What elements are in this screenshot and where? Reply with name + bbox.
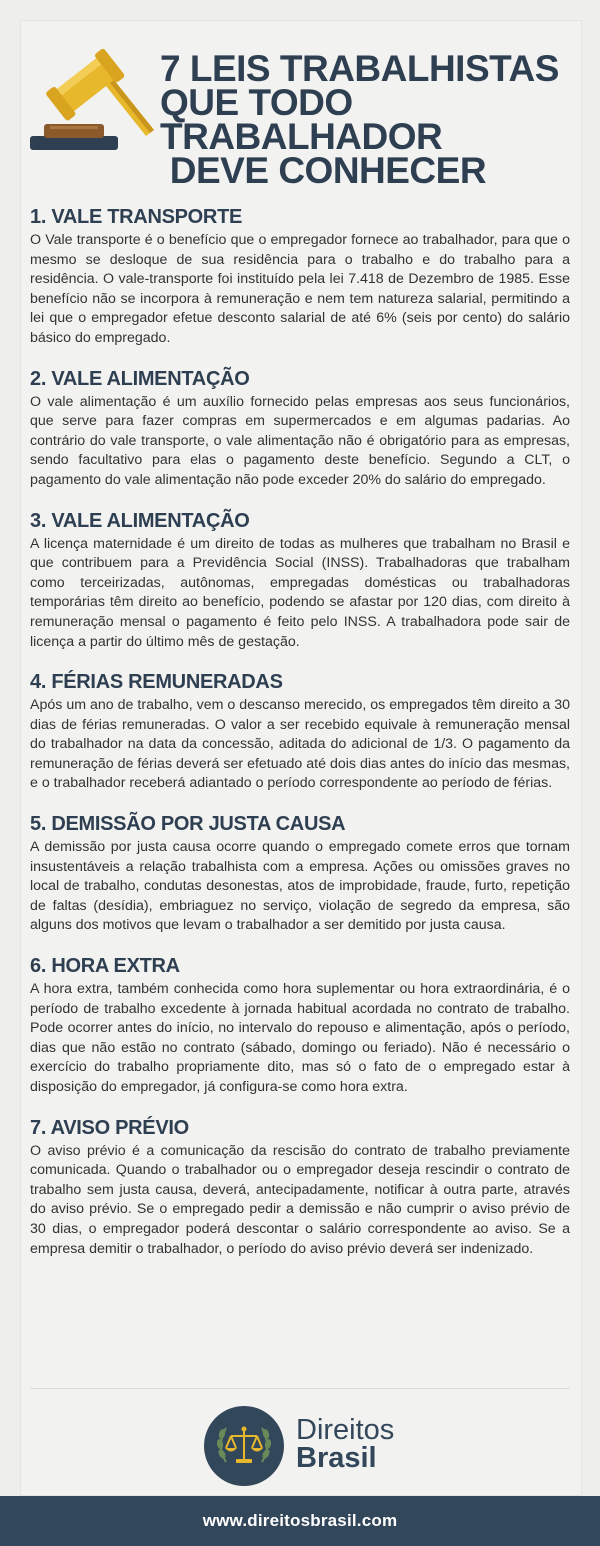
section-body: A demissão por justa causa ocorre quando o empregado comete erros que tornam insustentáveis a relação trabalhista com a empresa. Ações ou omissões graves no local de trabalho, condutas desonestas, atos de improbidade, fraude, furto, repetição de faltas (desídia), embriaguez no serviço, violação de segredo da empresa, são alguns dos motivos que levam o trabalhador a ser demitido por justa causa. — [30, 839, 570, 934]
title-line-2: QUE TODO TRABALHADOR — [160, 82, 443, 157]
gavel-icon — [26, 40, 166, 160]
footer-bar — [0, 1496, 600, 1546]
section-heading: 4. FÉRIAS REMUNERADAS — [30, 671, 283, 694]
header — [0, 0, 600, 190]
brand-logo[interactable] — [204, 1402, 404, 1490]
section-aviso-previo — [30, 1116, 570, 1260]
law-sections — [30, 205, 570, 1277]
title-line-3: DEVE CONHECER — [160, 150, 487, 191]
footer-url-link[interactable]: www.direitosbrasil.com — [202, 1511, 398, 1530]
section-body: A licença maternidade é um direito de todas as mulheres que trabalham no Brasil e que contribuem para a Previdência Social (INSS). Trabalhadoras que trabalham como terceirizadas, autônomas, empregadas domésticas ou trabalhadoras temporárias têm direito ao benefício, podendo se afastar por 120 dias, com direito à remuneração mensal o pagamento é feito pelo INSS. A trabalhadora pode sair de licença a partir do último mês de gestação. — [30, 535, 570, 650]
section-vale-alimentacao — [30, 367, 570, 491]
section-ferias-remuneradas — [30, 670, 570, 794]
title-line-1: 7 LEIS TRABALHISTAS — [160, 48, 559, 89]
section-heading: 2. VALE ALIMENTAÇÃO — [30, 367, 250, 390]
scales-of-justice-icon — [204, 1406, 284, 1486]
section-body: Após um ano de trabalho, vem o descanso merecido, os empregados têm direito a 30 dias de férias remuneradas. O valor a ser recebido equivale à remuneração mensal do trabalhador na data da concessão, aditada do adicional de 1/3. O pagamento da remuneração de férias deverá ser efetuado até dois dias antes do início das mesmas, e o trabalhador receberá adiantado o período correspondente ao período de férias. — [30, 697, 570, 792]
page-title — [160, 48, 590, 191]
logo-line-1: Direitos — [296, 1414, 395, 1446]
logo-line-2: Brasil — [296, 1442, 377, 1474]
section-licenca-maternidade — [30, 509, 570, 653]
section-body: O aviso prévio é a comunicação da rescisão do contrato de trabalho previamente comunicada. Quando o trabalhador ou o empregador deseja rescindir o contrato de trabalho sem justa causa, deverá, antecipadamente, notificar à outra parte, através do aviso prévio. Se o empregado pedir a demissão e não cumprir o aviso prévio de 30 dias, o empregador poderá descontar o salário correspondente ao aviso. Se a empresa demitir o trabalhador, o período do aviso prévio deverá ser indenizado. — [30, 1142, 570, 1257]
section-heading: 5. DEMISSÃO POR JUSTA CAUSA — [30, 813, 346, 836]
logo-wordmark — [296, 1416, 394, 1472]
section-body: O vale alimentação é um auxílio fornecido pelas empresas aos seus funcionários, que serve para fazer compras em supermercados e em algumas padarias. Ao contrário do vale transporte, o vale alimentação não é obrigatório para as empresas, sendo facultativo para elas o pagamento deste benefício. Segundo a CLT, o pagamento do vale alimentação não pode exceder 20% do salário do empregado. — [30, 393, 570, 488]
section-heading: 3. VALE ALIMENTAÇÃO — [30, 509, 250, 532]
section-hora-extra — [30, 954, 570, 1098]
section-heading: 7. AVISO PRÉVIO — [30, 1116, 189, 1139]
section-demissao-justa-causa — [30, 812, 570, 936]
logo-badge — [204, 1406, 284, 1486]
section-body: A hora extra, também conhecida como hora suplementar ou hora extraordinária, é o período de trabalho excedente à jornada habitual acordada no contrato de trabalho. Pode ocorrer antes do início, no intervalo do repouso e alimentação, após o período, dias que não estão no contrato (sábado, domingo ou feriado). Não é necessário o exercício do trabalho propriamente dito, mas só o fato de o empregado estar à disposição do empregador, já configura-se como hora extra. — [30, 981, 570, 1095]
section-heading: 1. VALE TRANSPORTE — [30, 206, 243, 228]
section-heading: 6. HORA EXTRA — [30, 955, 180, 978]
section-body: O Vale transporte é o benefício que o empregador fornece ao trabalhador, para que o mesmo se desloque de sua residência para o trabalho e do trabalho para a residência. O vale-transporte foi instituído pela lei 7.418 de Dezembro de 1985. Esse benefício não se incorpora à remuneração e nem tem natureza salarial, permitindo a lei que o empregador efetue desconto salarial de até 6% (seis por cento) do salário básico do empregado. — [30, 232, 570, 346]
divider — [30, 1388, 570, 1389]
section-vale-transporte — [30, 205, 570, 349]
